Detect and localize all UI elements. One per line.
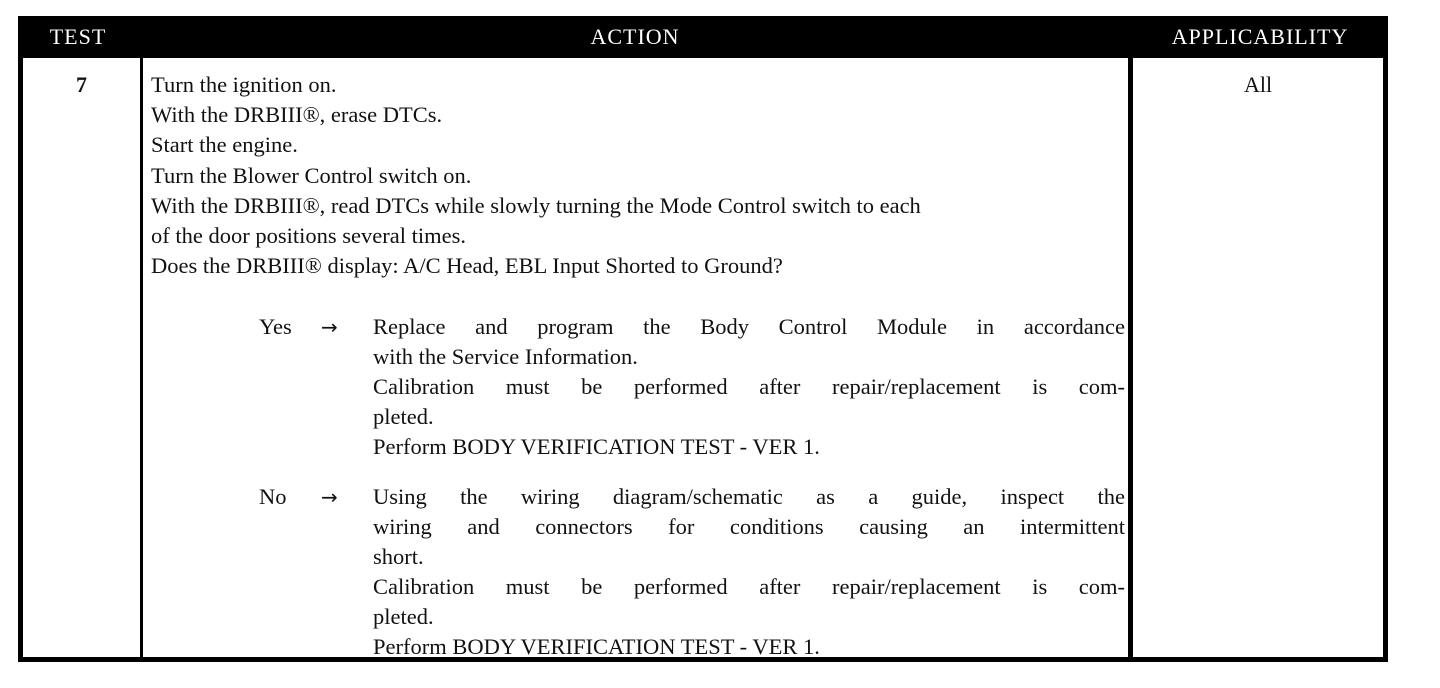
applicability-cell	[1133, 58, 1383, 657]
step-line: Does the DRBIII® display: A/C Head, EBL Input Shorted to Ground?	[151, 253, 783, 279]
yes-instructions	[373, 312, 1125, 462]
no-line: pleted.	[373, 604, 434, 629]
no-label: No	[259, 484, 287, 509]
step-line: With the DRBIII®, read DTCs while slowly turning the Mode Control switch to each	[151, 192, 921, 218]
header-action: ACTION	[590, 24, 680, 49]
yes-line: Perform BODY VERIFICATION TEST - VER 1.	[373, 434, 820, 459]
yes-line: pleted.	[373, 404, 434, 429]
step-line: of the door positions several times.	[151, 223, 466, 249]
no-line: short.	[373, 544, 424, 569]
header-applicability: APPLICABILITY	[1171, 24, 1349, 49]
step-line: Turn the ignition on.	[151, 72, 337, 97]
no-line: Calibration must be performed after repair/replacement is com-	[373, 574, 1125, 599]
yes-label: Yes	[259, 314, 292, 339]
test-number: 7	[76, 72, 87, 97]
arrow-right-icon: →	[321, 485, 338, 509]
arrow-right-icon: →	[321, 315, 338, 339]
yes-line: with the Service Information.	[373, 344, 638, 369]
step-line: Turn the Blower Control switch on.	[151, 162, 472, 188]
no-instructions	[373, 482, 1125, 662]
yes-line: Calibration must be performed after repair/replacement is com-	[373, 374, 1125, 399]
step-line: Start the engine.	[151, 132, 298, 158]
test-number-cell	[23, 58, 140, 657]
diagnostic-test-table	[18, 16, 1388, 662]
yes-line: Replace and program the Body Control Module in accordance	[373, 314, 1125, 339]
action-steps	[151, 70, 1126, 281]
header-test: TEST	[49, 24, 107, 49]
no-line: wiring and connectors for conditions causing an intermittent	[373, 514, 1125, 539]
applicability-value: All	[1243, 72, 1273, 97]
no-line: Perform BODY VERIFICATION TEST - VER 1.	[373, 634, 820, 659]
step-line: With the DRBIII®, erase DTCs.	[151, 102, 443, 128]
action-cell	[143, 58, 1128, 657]
no-line: Using the wiring diagram/schematic as a guide, inspect the	[373, 484, 1125, 509]
